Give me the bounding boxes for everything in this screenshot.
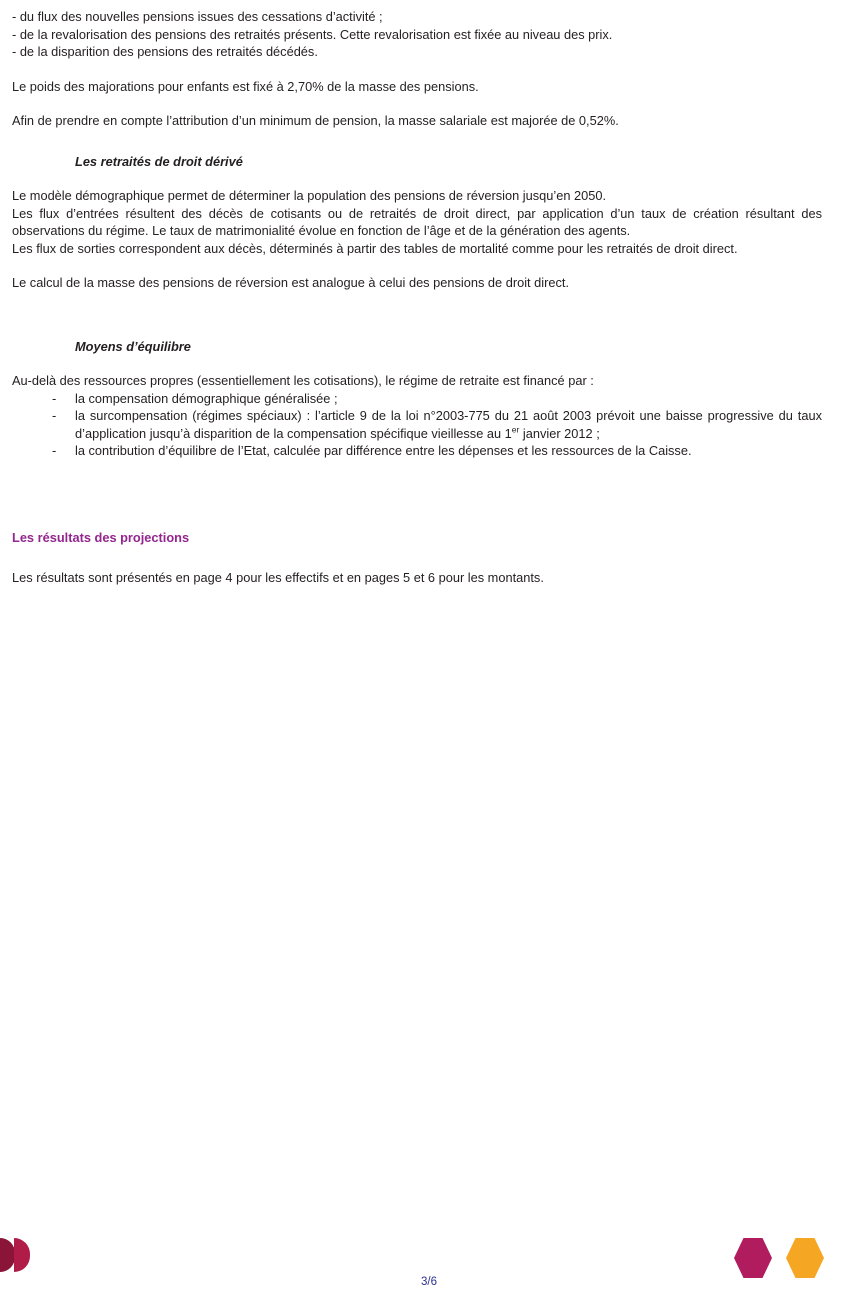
list-item-label: la contribution d’équilibre de l’Etat, calculée par différence entre les dépenses et les ressources de la Caisse. — [75, 443, 692, 458]
spacer — [12, 170, 822, 187]
spacer — [12, 61, 822, 78]
paragraph-modele-demographique: Le modèle démographique permet de déterminer la population des pensions de réversion jusqu’en 2050. — [12, 188, 607, 203]
page-footer — [0, 1230, 858, 1308]
moyens-equilibre-list — [12, 390, 822, 460]
list-item-label-after: janvier 2012 ; — [519, 425, 600, 441]
hexagon-orange-icon — [786, 1238, 824, 1278]
hexagon-magenta-icon — [734, 1238, 772, 1278]
intro-bullet-1: - du flux des nouvelles pensions issues des cessations d’activité ; — [12, 9, 383, 24]
list-item-label: la compensation démographique généralisée ; — [75, 390, 338, 406]
intro-bullet-3: - de la disparition des pensions des retraités décédés. — [12, 44, 318, 59]
list-dash: - — [52, 443, 57, 458]
spacer — [12, 95, 822, 112]
list-item — [12, 407, 822, 442]
list-item-superscript: er — [511, 424, 520, 435]
decorative-left-shape-icon — [0, 1238, 30, 1272]
paragraph-flux-entrees: Les flux d’entrées résultent des décès de cotisants ou de retraités de droit direct, par application d’un taux de création résultant des observations du régime. Le taux de matrimonialité évolue en fonction de l’âge et de la génération des agents. — [12, 205, 822, 238]
paragraph-calcul-masse-reversion: Le calcul de la masse des pensions de réversion est analogue à celui des pensions de droit direct. — [12, 275, 570, 290]
spacer — [12, 546, 822, 569]
spacer — [12, 460, 822, 506]
list-item-label-before: la surcompensation (régimes spéciaux) : l’article 9 de la loi n°2003-775 du 21 août 2003 prévoit une baisse progressive du taux d’application jusqu’à disparition de la compensation spécifique vieillesse au 1 — [75, 408, 822, 441]
document-body — [12, 8, 822, 587]
spacer — [12, 130, 822, 153]
intro-bullet-2: - de la revalorisation des pensions des retraités présents. Cette revalorisation est fixée au niveau des prix. — [12, 26, 613, 42]
spacer — [12, 506, 822, 529]
paragraph-resultats: Les résultats sont présentés en page 4 pour les effectifs et en pages 5 et 6 pour les montants. — [12, 570, 544, 585]
spacer — [12, 292, 822, 338]
section-title-resultats: Les résultats des projections — [12, 529, 190, 545]
paragraph-minimum-pension: Afin de prendre en compte l’attribution d’un minimum de pension, la masse salariale est majorée de 0,52%. — [12, 113, 619, 128]
paragraph-flux-sorties: Les flux de sorties correspondent aux décès, déterminés à partir des tables de mortalité comme pour les retraités de droit direct. — [12, 240, 738, 256]
heading-moyens-equilibre: Moyens d’équilibre — [75, 338, 191, 354]
half-circle-light-icon — [14, 1238, 30, 1272]
decorative-hexagons-icon — [734, 1238, 830, 1278]
paragraph-au-dela-ressources: Au-delà des ressources propres (essentiellement les cotisations), le régime de retraite est financé par : — [12, 373, 594, 388]
list-dash: - — [52, 390, 57, 406]
heading-retraites-droit-derive: Les retraités de droit dérivé — [75, 153, 243, 169]
page-number: 3/6 — [421, 1276, 437, 1288]
list-item — [12, 390, 822, 408]
list-dash: - — [52, 408, 57, 423]
list-item — [12, 442, 822, 460]
spacer — [12, 257, 822, 274]
spacer — [12, 355, 822, 372]
half-circle-dark-icon — [0, 1238, 15, 1272]
paragraph-majorations: Le poids des majorations pour enfants est fixé à 2,70% de la masse des pensions. — [12, 78, 479, 94]
